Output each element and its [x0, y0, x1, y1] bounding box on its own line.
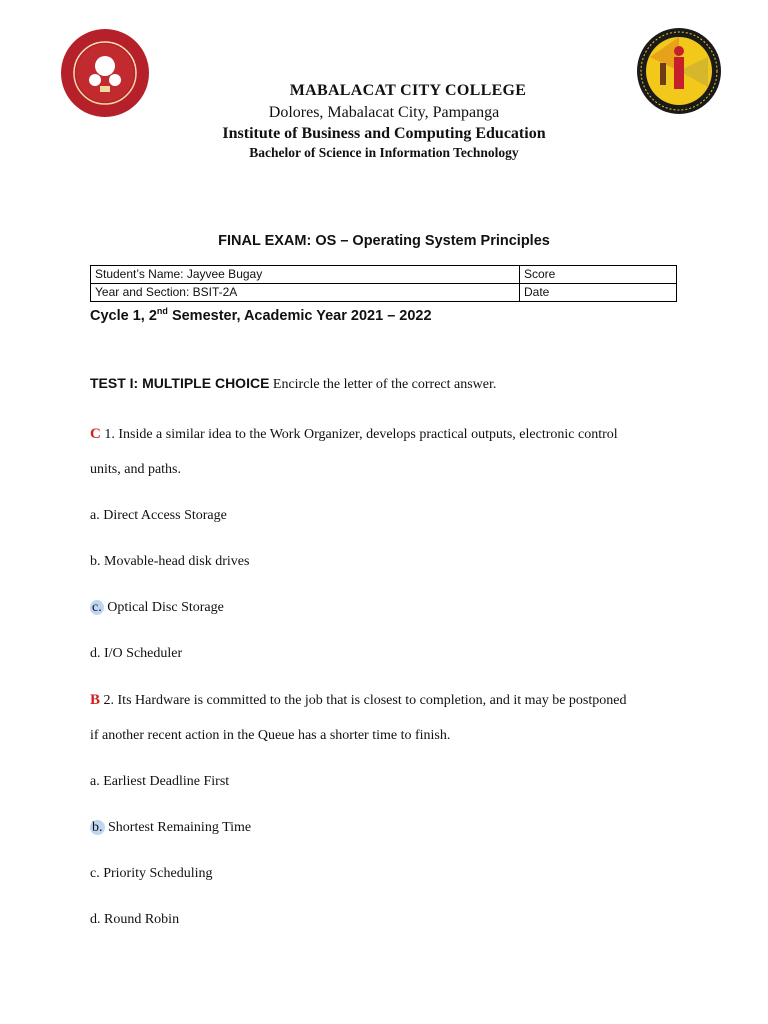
- choice-text: Direct Access Storage: [99, 508, 227, 523]
- choice-text: Movable-head disk drives: [100, 554, 250, 569]
- institute-name: Institute of Business and Computing Education: [222, 125, 546, 142]
- choice-letter: b.: [90, 554, 101, 569]
- question-1-text: 1. Inside a similar idea to the Work Organizer, develops practical outputs, electronic control: [100, 427, 618, 442]
- choice-text: Shortest Remaining Time: [104, 820, 252, 835]
- test-heading: [90, 375, 496, 393]
- year-section-cell: Year and Section: BSIT-2A: [91, 284, 520, 302]
- question-2-answer: B: [90, 692, 101, 708]
- choice-letter: d.: [90, 912, 101, 927]
- college-name: MABALACAT CITY COLLEGE: [289, 82, 527, 99]
- score-cell: Score: [520, 266, 677, 284]
- cycle-suffix: Semester, Academic Year 2021 – 2022: [167, 307, 432, 324]
- test-instruction: Encircle the letter of the correct answer.: [269, 377, 497, 392]
- question-2-text: 2. Its Hardware is committed to the job that is closest to completion, and it may be postponed: [100, 693, 627, 708]
- cycle-line: [90, 306, 432, 324]
- question-1-line2: units, and paths.: [90, 462, 181, 477]
- choice-text: Round Robin: [100, 912, 180, 927]
- table-row: [91, 284, 677, 302]
- college-address: Dolores, Mabalacat City, Pampanga: [268, 104, 500, 121]
- choice-letter: a.: [90, 508, 100, 523]
- institute-seal-right-logo: [636, 27, 722, 115]
- q1-choice-a: [90, 508, 227, 524]
- q1-choice-d: [90, 646, 182, 662]
- cycle-prefix: Cycle 1, 2: [90, 307, 157, 324]
- question-2-line2: if another recent action in the Queue has a shorter time to finish.: [90, 728, 451, 743]
- question-1-line1: [90, 426, 618, 443]
- q2-choice-d: [90, 912, 179, 928]
- date-cell: Date: [520, 284, 677, 302]
- q2-choice-c: [90, 866, 213, 882]
- choice-letter: c.: [90, 866, 100, 881]
- choice-letter: a.: [90, 774, 100, 789]
- q1-choice-b: [90, 554, 249, 570]
- cycle-superscript: nd: [156, 306, 168, 316]
- student-info-table: [90, 265, 677, 302]
- choice-text: Earliest Deadline First: [99, 774, 230, 789]
- choice-letter-highlighted: c.: [92, 600, 102, 615]
- choice-text: Priority Scheduling: [99, 866, 213, 881]
- choice-text: I/O Scheduler: [100, 646, 183, 661]
- question-2-line1: [90, 692, 626, 709]
- question-1-answer: C: [90, 426, 101, 442]
- student-name-cell: Student’s Name: Jayvee Bugay: [91, 266, 520, 284]
- exam-title: FINAL EXAM: OS – Operating System Principles: [218, 233, 550, 249]
- choice-letter-highlighted: b.: [92, 820, 103, 835]
- q2-choice-b: [90, 820, 251, 836]
- table-row: [91, 266, 677, 284]
- choice-letter: d.: [90, 646, 101, 661]
- test-title: TEST I: MULTIPLE CHOICE: [90, 375, 270, 391]
- q2-choice-a: [90, 774, 229, 790]
- program-name: Bachelor of Science in Information Technology: [249, 145, 519, 160]
- choice-text: Optical Disc Storage: [103, 600, 224, 615]
- q1-choice-c: [90, 600, 224, 616]
